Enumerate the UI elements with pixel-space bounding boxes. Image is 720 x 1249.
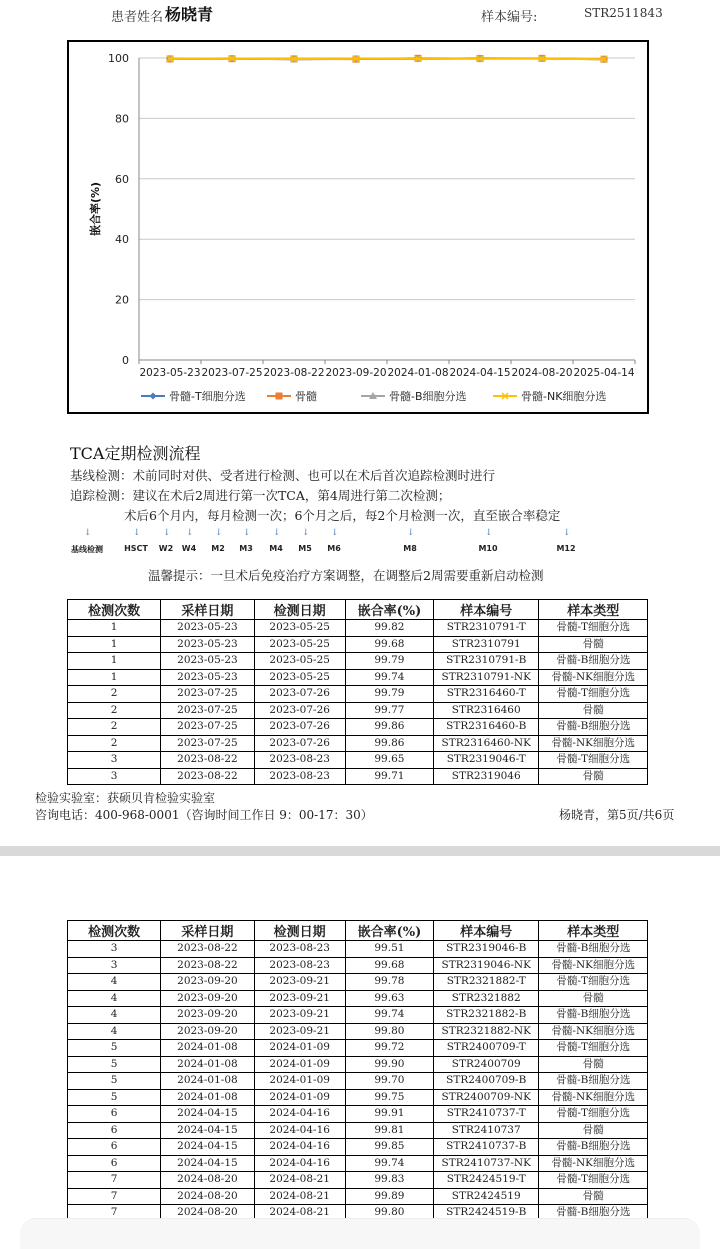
x-tick-label: 2023-08-22 <box>263 367 325 379</box>
table-cell: 2023-08-23 <box>254 957 345 974</box>
table-cell: 2024-08-20 <box>161 1172 254 1189</box>
table-cell: STR2424519-T <box>434 1172 539 1189</box>
process-line-tracking: 追踪检测：建议在术后2周进行第一次TCA，第4周进行第二次检测； <box>70 488 451 503</box>
table-row <box>68 669 648 686</box>
legend-label: 骨髓 <box>295 390 317 403</box>
table-cell: STR2410737-NK <box>434 1155 539 1172</box>
table-cell: STR2410737-T <box>434 1106 539 1123</box>
table-cell: 6 <box>68 1122 161 1139</box>
table-row <box>68 719 648 736</box>
timeline-label: M3 <box>239 544 253 553</box>
table-cell: 99.86 <box>345 719 433 736</box>
table-cell: STR2410737-B <box>434 1139 539 1156</box>
table-row <box>68 702 648 719</box>
column-header: 嵌合率(%) <box>345 600 433 620</box>
table-cell: 2023-07-25 <box>161 719 254 736</box>
table-cell: 99.79 <box>345 686 433 703</box>
table-row <box>68 636 648 653</box>
table-cell: 1 <box>68 669 161 686</box>
table-cell: 99.80 <box>345 1023 433 1040</box>
table-cell: 2024-04-16 <box>254 1139 345 1156</box>
table-cell: 7 <box>68 1205 161 1222</box>
timeline-label: M4 <box>269 544 283 553</box>
table-cell: 99.81 <box>345 1122 433 1139</box>
table-row <box>68 735 648 752</box>
bottom-sheet-edge <box>20 1218 700 1249</box>
x-tick-label: 2024-04-15 <box>449 367 511 379</box>
timeline-label: W2 <box>158 544 174 553</box>
table-cell: STR2310791-T <box>434 620 539 637</box>
table-cell: 2023-07-26 <box>254 686 345 703</box>
table-cell: STR2400709-T <box>434 1040 539 1057</box>
table-cell: 99.86 <box>345 735 433 752</box>
column-header: 检测次数 <box>68 921 161 941</box>
table-cell: 5 <box>68 1089 161 1106</box>
column-header: 样本类型 <box>539 600 648 620</box>
table-cell: 2023-07-26 <box>254 719 345 736</box>
table-cell: 2023-05-25 <box>254 653 345 670</box>
table-cell: 99.91 <box>345 1106 433 1123</box>
table-cell: 2023-08-23 <box>254 768 345 785</box>
timeline-arrow-icon: ↓ <box>133 528 141 538</box>
table-row <box>68 1188 648 1205</box>
table-cell: 99.83 <box>345 1172 433 1189</box>
table-cell: 2024-04-16 <box>254 1122 345 1139</box>
table-cell: 2024-08-20 <box>161 1205 254 1222</box>
patient-name-label: 患者姓名 <box>111 10 164 25</box>
table-row <box>68 752 648 769</box>
patient-name: 杨晓青 <box>165 5 214 24</box>
table-cell: 2024-04-15 <box>161 1155 254 1172</box>
table-cell: 骨髓 <box>539 990 648 1007</box>
table-cell: 2024-08-21 <box>254 1188 345 1205</box>
page-number: 杨晓青，第5页/共6页 <box>559 808 675 822</box>
table-cell: 2023-09-21 <box>254 1023 345 1040</box>
timeline-arrow-icon: ↓ <box>563 528 571 538</box>
table-cell: STR2310791-B <box>434 653 539 670</box>
process-line-baseline: 基线检测：术前同时对供、受者进行检测、也可以在术后首次追踪检测时进行 <box>70 468 496 483</box>
table-cell: 99.74 <box>345 1155 433 1172</box>
table-cell: 5 <box>68 1073 161 1090</box>
table-cell: 骨髓 <box>539 768 648 785</box>
timeline-arrow-icon: ↓ <box>331 528 339 538</box>
table-row <box>68 1056 648 1073</box>
table-cell: STR2410737 <box>434 1122 539 1139</box>
table-row <box>68 1122 648 1139</box>
y-tick-label: 0 <box>122 354 129 367</box>
column-header: 嵌合率(%) <box>345 921 433 941</box>
table-cell: 2024-01-08 <box>161 1089 254 1106</box>
table-cell: 骨髓-NK细胞分选 <box>539 1155 648 1172</box>
table-row <box>68 620 648 637</box>
column-header: 样本编号 <box>434 600 539 620</box>
y-tick-label: 20 <box>115 293 129 307</box>
timeline-arrow-icon: ↓ <box>84 528 92 538</box>
table-cell: 6 <box>68 1155 161 1172</box>
table-cell: 2023-08-22 <box>161 752 254 769</box>
table-cell: 2024-04-15 <box>161 1122 254 1139</box>
table-cell: 2023-07-26 <box>254 735 345 752</box>
column-header: 样本编号 <box>434 921 539 941</box>
table-cell: 7 <box>68 1188 161 1205</box>
table-cell: 骨髓-T细胞分选 <box>539 752 648 769</box>
table-cell: 2023-09-21 <box>254 1007 345 1024</box>
table-cell: 骨髓-T细胞分选 <box>539 974 648 991</box>
table-cell: 骨髓-B细胞分选 <box>539 1139 648 1156</box>
table-cell: 1 <box>68 620 161 637</box>
legend-label: 骨髓-NK细胞分选 <box>521 390 607 403</box>
table-cell: 2024-04-16 <box>254 1155 345 1172</box>
table-cell: 99.90 <box>345 1056 433 1073</box>
table-cell: STR2400709-NK <box>434 1089 539 1106</box>
timeline-label: 基线检测 <box>71 545 103 554</box>
timeline-arrow-icon: ↓ <box>273 528 281 538</box>
table-cell: 2024-04-15 <box>161 1106 254 1123</box>
table-cell: STR2316460-T <box>434 686 539 703</box>
timeline-label: M8 <box>403 544 417 553</box>
table-cell: 2023-05-25 <box>254 636 345 653</box>
y-tick-label: 100 <box>108 52 129 65</box>
table-cell: 99.70 <box>345 1073 433 1090</box>
x-tick-label: 2024-08-20 <box>511 367 573 379</box>
table-cell: 3 <box>68 752 161 769</box>
table-cell: 2023-05-25 <box>254 669 345 686</box>
consult-phone: 咨询电话：400-968-0001（咨询时间工作日 9：00-17：30） <box>35 808 373 822</box>
table-cell: 骨髓 <box>539 1122 648 1139</box>
table-cell: 骨髓-T细胞分选 <box>539 1172 648 1189</box>
table-cell: STR2316460-NK <box>434 735 539 752</box>
table-cell: 2024-01-09 <box>254 1040 345 1057</box>
table-cell: 2023-09-20 <box>161 1007 254 1024</box>
table-cell: STR2319046-T <box>434 752 539 769</box>
table-cell: 99.71 <box>345 768 433 785</box>
timeline-arrow-icon: ↓ <box>215 528 223 538</box>
table-cell: 99.63 <box>345 990 433 1007</box>
x-tick-label: 2024-01-08 <box>387 367 449 379</box>
table-cell: 2023-08-23 <box>254 941 345 958</box>
table-cell: 2023-05-23 <box>161 636 254 653</box>
table-cell: 骨髓 <box>539 702 648 719</box>
table-cell: STR2310791 <box>434 636 539 653</box>
table-row <box>68 686 648 703</box>
process-line-schedule: 术后6个月内，每月检测一次；6个月之后，每2个月检测一次，直至嵌合率稳定 <box>124 508 561 523</box>
table-cell: 骨髓-B细胞分选 <box>539 719 648 736</box>
table-cell: 2024-01-09 <box>254 1056 345 1073</box>
column-header: 检测日期 <box>254 921 345 941</box>
table-cell: STR2319046 <box>434 768 539 785</box>
table-cell: 2023-07-25 <box>161 735 254 752</box>
table-cell: 骨髓-B细胞分选 <box>539 1205 648 1222</box>
table-cell: 2024-04-15 <box>161 1139 254 1156</box>
y-tick-label: 80 <box>115 112 129 126</box>
table-cell: STR2321882 <box>434 990 539 1007</box>
table-cell: 3 <box>68 941 161 958</box>
table-cell: STR2321882-T <box>434 974 539 991</box>
table-cell: 2024-01-08 <box>161 1073 254 1090</box>
table-cell: 2023-08-22 <box>161 957 254 974</box>
table-cell: STR2310791-NK <box>434 669 539 686</box>
table-cell: 2024-01-09 <box>254 1089 345 1106</box>
sample-id-label: 样本编号: <box>481 10 538 25</box>
table-cell: STR2321882-NK <box>434 1023 539 1040</box>
table-row <box>68 1073 648 1090</box>
table-cell: 2023-09-20 <box>161 1023 254 1040</box>
timeline-label: M2 <box>211 544 225 553</box>
table-cell: 骨髓 <box>539 636 648 653</box>
table-cell: 5 <box>68 1040 161 1057</box>
results-table-1 <box>67 599 648 785</box>
table-cell: 6 <box>68 1106 161 1123</box>
table-row <box>68 1139 648 1156</box>
timeline-label: W4 <box>181 544 197 553</box>
table-cell: 2023-07-25 <box>161 686 254 703</box>
table-cell: 2023-08-23 <box>254 752 345 769</box>
chimerism-chart <box>67 40 649 414</box>
table-cell: 5 <box>68 1056 161 1073</box>
table-cell: 2023-09-21 <box>254 974 345 991</box>
table-row <box>68 1155 648 1172</box>
table-cell: 骨髓-NK细胞分选 <box>539 957 648 974</box>
timeline-arrow-icon: ↓ <box>163 528 171 538</box>
table-cell: 2023-09-21 <box>254 990 345 1007</box>
table-cell: 2024-08-21 <box>254 1172 345 1189</box>
table-cell: 99.75 <box>345 1089 433 1106</box>
lab-name: 检验实验室：获硕贝肯检验实验室 <box>35 791 216 805</box>
table-cell: 2 <box>68 686 161 703</box>
table-cell: 2023-05-25 <box>254 620 345 637</box>
table-cell: 6 <box>68 1139 161 1156</box>
table-cell: 99.80 <box>345 1205 433 1222</box>
table-cell: STR2321882-B <box>434 1007 539 1024</box>
table-cell: 骨髓 <box>539 1188 648 1205</box>
x-tick-label: 2023-09-20 <box>325 367 387 379</box>
table-cell: 2023-05-23 <box>161 669 254 686</box>
legend-marker <box>276 393 283 400</box>
table-cell: 4 <box>68 974 161 991</box>
table-cell: STR2319046-NK <box>434 957 539 974</box>
table-cell: 骨髓-B细胞分选 <box>539 1007 648 1024</box>
table-cell: 2024-01-09 <box>254 1073 345 1090</box>
x-tick-label: 2023-07-25 <box>201 367 263 379</box>
table-cell: 1 <box>68 636 161 653</box>
table-cell: 2023-05-23 <box>161 653 254 670</box>
column-header: 检测次数 <box>68 600 161 620</box>
table-cell: 骨髓-NK细胞分选 <box>539 735 648 752</box>
table-cell: 2 <box>68 735 161 752</box>
table-cell: 2023-08-22 <box>161 941 254 958</box>
table-cell: 99.79 <box>345 653 433 670</box>
table-cell: 99.65 <box>345 752 433 769</box>
table-cell: 骨髓-T细胞分选 <box>539 620 648 637</box>
series-line <box>170 58 604 59</box>
table-cell: 99.74 <box>345 669 433 686</box>
table-cell: 3 <box>68 957 161 974</box>
table-cell: 99.68 <box>345 957 433 974</box>
table-row <box>68 1007 648 1024</box>
legend-label: 骨髓-T细胞分选 <box>169 390 246 403</box>
table-row <box>68 653 648 670</box>
table-cell: 99.89 <box>345 1188 433 1205</box>
table-cell: 2024-08-21 <box>254 1205 345 1222</box>
process-title: TCA定期检测流程 <box>70 444 201 463</box>
y-tick-label: 60 <box>115 172 129 186</box>
table-cell: 2 <box>68 719 161 736</box>
column-header: 采样日期 <box>161 921 254 941</box>
table-row <box>68 990 648 1007</box>
table-row <box>68 1172 648 1189</box>
table-cell: 4 <box>68 1007 161 1024</box>
table-row <box>68 1089 648 1106</box>
column-header: 检测日期 <box>254 600 345 620</box>
table-cell: 2023-08-22 <box>161 768 254 785</box>
table-row <box>68 1023 648 1040</box>
table-cell: 4 <box>68 1023 161 1040</box>
table-row <box>68 941 648 958</box>
table-cell: STR2424519 <box>434 1188 539 1205</box>
table-header-row <box>68 600 648 620</box>
table-cell: 99.82 <box>345 620 433 637</box>
table-row <box>68 768 648 785</box>
table-cell: STR2316460 <box>434 702 539 719</box>
table-cell: 2 <box>68 702 161 719</box>
table-cell: 2024-01-08 <box>161 1040 254 1057</box>
table-cell: 2023-09-20 <box>161 974 254 991</box>
timeline-arrow-icon: ↓ <box>485 528 493 538</box>
table-cell: 骨髓-T细胞分选 <box>539 1040 648 1057</box>
table-cell: STR2400709 <box>434 1056 539 1073</box>
table-cell: 99.78 <box>345 974 433 991</box>
table-cell: 骨髓-NK细胞分选 <box>539 1089 648 1106</box>
timeline-label: M6 <box>327 544 341 553</box>
legend-marker <box>150 393 157 400</box>
table-row <box>68 957 648 974</box>
table-cell: 99.68 <box>345 636 433 653</box>
timeline-arrow-icon: ↓ <box>186 528 194 538</box>
table-cell: 骨髓-T细胞分选 <box>539 686 648 703</box>
timeline-label: HSCT <box>124 544 148 553</box>
table-cell: 2024-01-08 <box>161 1056 254 1073</box>
table-cell: 2024-08-20 <box>161 1188 254 1205</box>
timeline-arrow-icon: ↓ <box>302 528 310 538</box>
table-cell: 99.72 <box>345 1040 433 1057</box>
table-cell: 骨髓-B细胞分选 <box>539 1073 648 1090</box>
table-header-row <box>68 921 648 941</box>
table-cell: 2023-07-25 <box>161 702 254 719</box>
table-cell: STR2424519-B <box>434 1205 539 1222</box>
timeline-arrow-icon: ↓ <box>243 528 251 538</box>
table-cell: 骨髓-NK细胞分选 <box>539 1023 648 1040</box>
tip-text: 温馨提示：一旦术后免疫治疗方案调整，在调整后2周需要重新启动检测 <box>148 568 544 583</box>
timeline-label: M10 <box>478 544 498 553</box>
table-cell: 99.74 <box>345 1007 433 1024</box>
table-cell: 99.85 <box>345 1139 433 1156</box>
y-axis-label: 嵌合率(%) <box>89 181 102 237</box>
timeline-label: M12 <box>556 544 576 553</box>
table-cell: 1 <box>68 653 161 670</box>
chimerism-chart-svg <box>69 42 647 412</box>
table-cell: STR2316460-B <box>434 719 539 736</box>
page-divider <box>0 846 720 856</box>
column-header: 样本类型 <box>539 921 648 941</box>
timeline <box>70 528 590 558</box>
y-tick-label: 40 <box>115 233 129 247</box>
legend-label: 骨髓-B细胞分选 <box>389 390 467 403</box>
table-cell: 骨髓-B细胞分选 <box>539 941 648 958</box>
table-cell: STR2400709-B <box>434 1073 539 1090</box>
table-cell: 骨髓 <box>539 1056 648 1073</box>
table-cell: 7 <box>68 1172 161 1189</box>
sample-id: STR2511843 <box>584 6 663 20</box>
table-cell: 骨髓-NK细胞分选 <box>539 669 648 686</box>
table-cell: 2024-04-16 <box>254 1106 345 1123</box>
table-cell: 2023-09-20 <box>161 990 254 1007</box>
table-cell: 骨髓-B细胞分选 <box>539 653 648 670</box>
table-cell: 2023-05-23 <box>161 620 254 637</box>
x-tick-label: 2025-04-14 <box>573 367 635 379</box>
table-row <box>68 974 648 991</box>
table-cell: 4 <box>68 990 161 1007</box>
results-table-2 <box>67 920 648 1222</box>
table-cell: 2023-07-26 <box>254 702 345 719</box>
table-cell: 骨髓-T细胞分选 <box>539 1106 648 1123</box>
column-header: 采样日期 <box>161 600 254 620</box>
table-cell: 3 <box>68 768 161 785</box>
x-tick-label: 2023-05-23 <box>139 367 201 379</box>
table-row <box>68 1040 648 1057</box>
timeline-arrow-icon: ↓ <box>407 528 415 538</box>
timeline-label: M5 <box>298 544 312 553</box>
table-cell: 99.51 <box>345 941 433 958</box>
table-row <box>68 1106 648 1123</box>
table-cell: 99.77 <box>345 702 433 719</box>
table-cell: STR2319046-B <box>434 941 539 958</box>
